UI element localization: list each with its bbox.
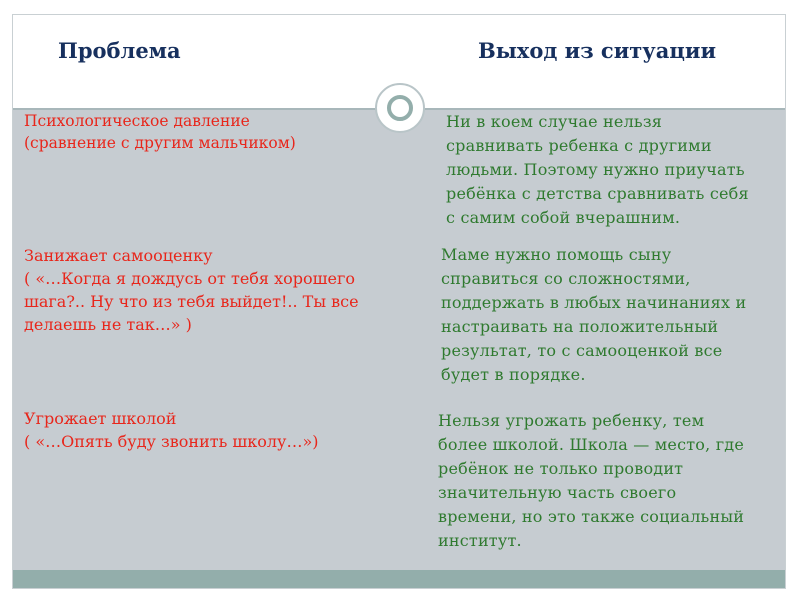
solution-cell-2: Маме нужно помощь сыну справиться со сложностями, поддержать в любых начинаниях и настраивать на положительный результат, то с самооценкой все будет в порядке. xyxy=(441,245,747,384)
problem-column-heading: Проблема xyxy=(58,38,181,63)
ring-icon-inner xyxy=(387,95,413,121)
problem-cell-3: Угрожает школой ( «…Опять буду звонить школу…») xyxy=(24,409,319,451)
problem-cell-1: Психологическое давление (сравнение с другим мальчиком) xyxy=(24,112,296,152)
solution-cell-3: Нельзя угрожать ребенку, тем более школой. Школа — место, где ребёнок не только проводит значительную часть своего времени, но это также социальный институт. xyxy=(438,411,745,550)
solution-cell-1: Ни в коем случае нельзя сравнивать ребенка с другими людьми. Поэтому нужно приучать ребёнка с детства сравнивать себя с самим собой вчерашним. xyxy=(446,112,749,227)
problem-cell-2: Занижает самооценку ( «…Когда я дождусь от тебя хорошего шага?.. Ну что из тебя выйдет!.. Ты все делаешь не так…» ) xyxy=(24,246,359,334)
ring-icon xyxy=(375,83,425,133)
solution-column-heading: Выход из ситуации xyxy=(478,38,717,63)
